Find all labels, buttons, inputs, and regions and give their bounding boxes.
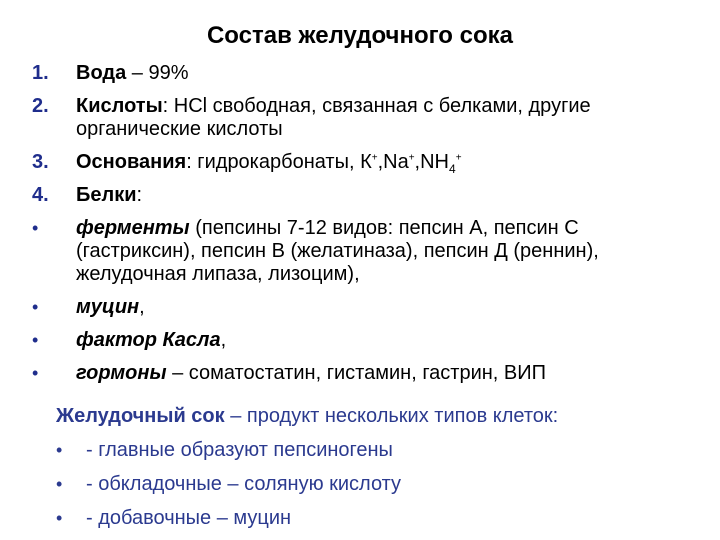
item-text: : гидрокарбонаты, К (186, 151, 372, 173)
item-number: 3. (32, 151, 49, 173)
list-item-enzymes (32, 217, 692, 286)
bullet-icon: • (32, 218, 39, 238)
item-term: фактор Касла (76, 329, 221, 351)
list-item-water (32, 62, 692, 85)
charge-superscript: + (408, 152, 415, 164)
item-number: 2. (32, 95, 49, 117)
charge-superscript: + (371, 152, 378, 164)
subscript: 4 (449, 162, 456, 176)
composition-list (32, 62, 692, 395)
item-term: Вода (76, 62, 127, 84)
cell-type-item (56, 506, 696, 530)
cell-type-item (56, 438, 696, 462)
bullet-icon: • (32, 363, 39, 383)
item-number: 4. (32, 184, 49, 206)
item-term: Белки (76, 184, 137, 206)
item-text: , (220, 329, 227, 351)
item-term: Основания (76, 151, 187, 173)
item-text: – соматостатин, гистамин, гастрин, ВИП (166, 362, 547, 384)
charge-superscript: + (455, 152, 462, 164)
juice-text: – продукт нескольких типов клеток: (224, 405, 559, 427)
gastric-juice-heading (56, 404, 696, 428)
item-text: : (136, 184, 143, 206)
cell-type-text: - обкладочные – соляную кислоту (86, 473, 402, 495)
bullet-icon: • (32, 330, 39, 350)
item-term: муцин (76, 296, 140, 318)
cell-type-item (56, 472, 696, 496)
list-item-proteins (32, 184, 692, 207)
juice-term: Желудочный сок (56, 405, 225, 427)
cell-type-text: - главные образуют пепсиногены (86, 439, 393, 461)
item-text: , (139, 296, 145, 318)
item-text: – 99% (126, 62, 189, 84)
item-text: ,Nа (377, 151, 409, 173)
list-item-mucin (32, 296, 692, 319)
bullet-icon: • (56, 474, 63, 494)
list-item-acids (32, 95, 692, 141)
slide-title: Состав желудочного сока (206, 22, 514, 49)
item-term: гормоны (76, 362, 167, 384)
bullet-icon: • (32, 297, 39, 317)
list-item-castle-factor (32, 329, 692, 352)
item-term: ферменты (76, 217, 190, 239)
cell-type-text: - добавочные – муцин (86, 507, 292, 529)
item-text: : НСl свободная, связанная с белками, другие органические кислоты (76, 95, 591, 140)
gastric-juice-block (56, 404, 696, 540)
item-text: (пепсины 7-12 видов: пепсин А, пепсин С (гастриксин), пепсин В (желатиназа), пепсин Д (реннин), желудочная липаза, лизоцим), (76, 217, 599, 285)
list-item-hormones (32, 362, 692, 385)
item-text: ,NH (414, 151, 449, 173)
list-item-bases (32, 151, 692, 174)
bullet-icon: • (56, 440, 63, 460)
bullet-icon: • (56, 508, 63, 528)
item-term: Кислоты (76, 95, 163, 117)
item-number: 1. (32, 62, 49, 84)
